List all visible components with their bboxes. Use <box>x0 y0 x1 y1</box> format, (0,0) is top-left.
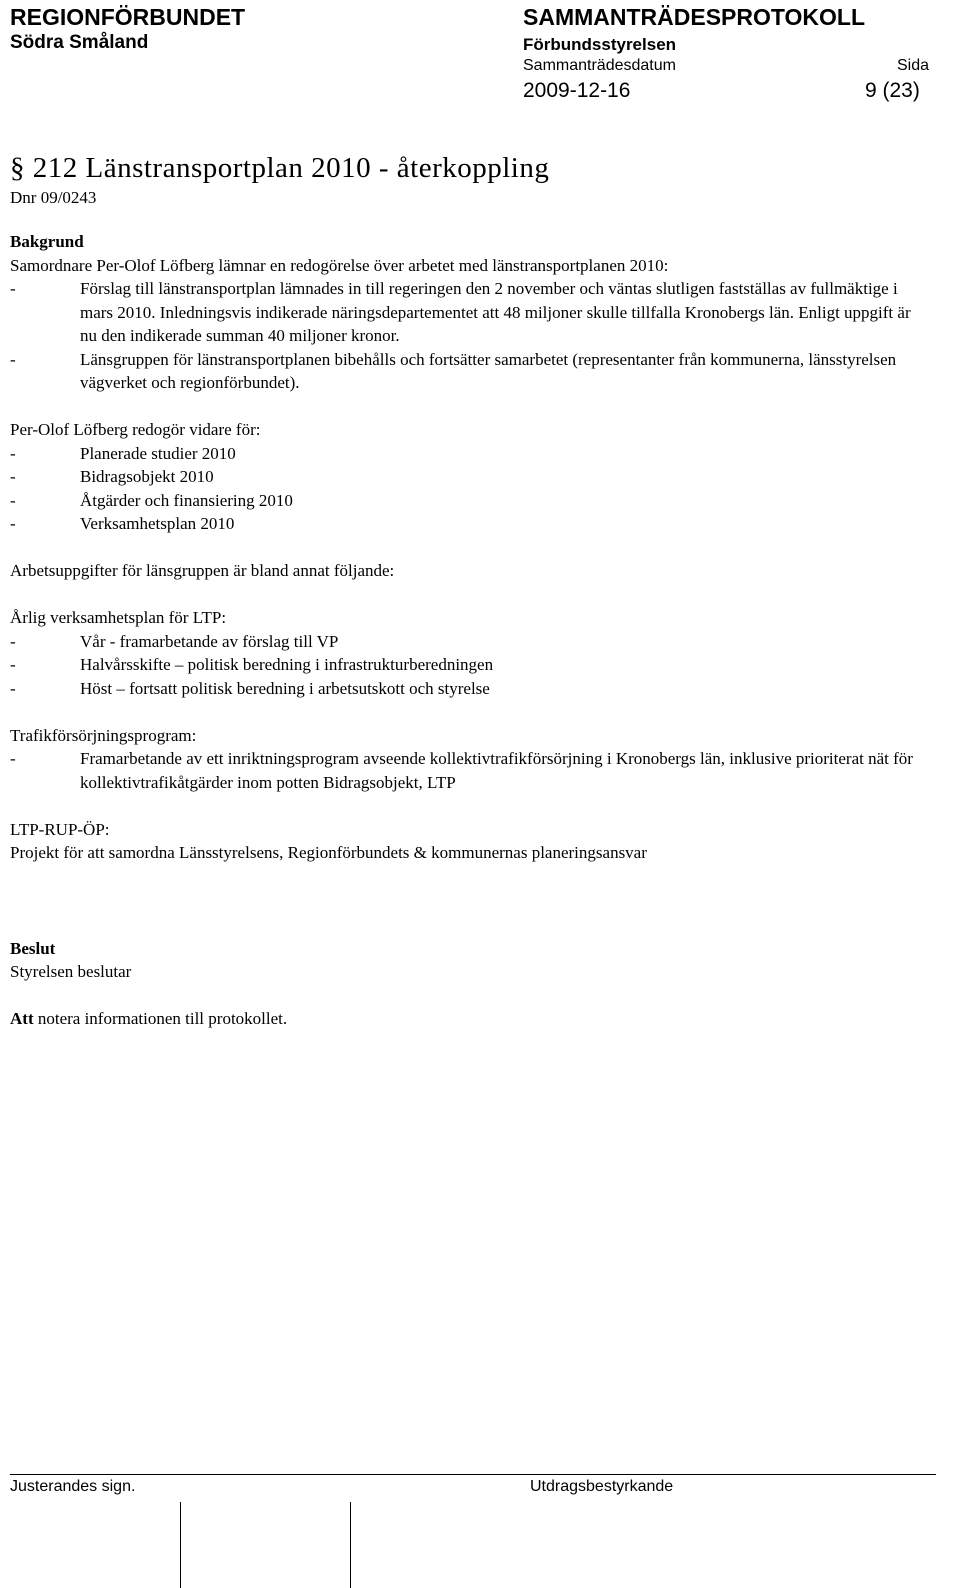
beslut-heading: Beslut <box>10 938 56 958</box>
section-sign: § <box>10 152 25 184</box>
list-item-text: Bidragsobjekt 2010 <box>80 467 214 486</box>
list-item <box>10 348 930 395</box>
bullet-dash: - <box>10 655 16 674</box>
beslut-text: Styrelsen beslutar <box>10 962 132 981</box>
bullet-dash: - <box>10 490 16 510</box>
tasks-intro: Arbetsuppgifter för länsgruppen är bland annat följande: <box>10 561 395 580</box>
list-item <box>10 653 930 677</box>
bullet-dash: - <box>10 467 16 486</box>
list-item-text: Förslag till länstransportplan lämnades in till regeringen den 2 november och väntas slutligen fastställas av fullmäktige i mars 2010. Inledningsvis indikerade näringsdepartementet att 48 miljoner skulle tillfalla Kronobergs län. Enligt uppgift är nu den indikerade summan 40 miljoner kronor. <box>80 279 911 345</box>
page-label: Sida <box>897 57 930 74</box>
justerandes-sign-label: Justerandes sign. <box>10 1478 136 1495</box>
list-item-text: Verksamhetsplan 2010 <box>80 514 235 533</box>
list-item <box>10 677 930 701</box>
bakgrund-heading: Bakgrund <box>10 232 84 251</box>
rup-heading: LTP-RUP-ÖP: <box>10 819 110 839</box>
bullet-dash: - <box>10 279 16 298</box>
list-item <box>10 747 930 794</box>
list-item-text: Planerade studier 2010 <box>80 443 236 463</box>
utdragsbestyrkande-label: Utdragsbestyrkande <box>530 1478 674 1495</box>
org-region: Södra Småland <box>10 32 149 53</box>
date-label: Sammanträdesdatum <box>523 57 676 74</box>
list-item <box>10 489 930 513</box>
page-number: 9 (23) <box>865 79 920 102</box>
bullet-dash: - <box>10 631 16 651</box>
bullet-dash: - <box>10 514 16 533</box>
diary-number: Dnr 09/0243 <box>10 188 97 207</box>
per-olof-intro: Per-Olof Löfberg redogör vidare för: <box>10 420 261 439</box>
intro-text: Samordnare Per-Olof Löfberg lämnar en redogörelse över arbetet med länstransportplanen 2010: <box>10 255 669 275</box>
list-item <box>10 277 930 348</box>
list-item-text: Halvårsskifte – politisk beredning i infrastrukturberedningen <box>80 655 494 674</box>
signature-box-divider <box>350 1502 351 1588</box>
signature-box-divider <box>180 1502 181 1588</box>
document-body <box>10 150 930 1031</box>
trafik-heading: Trafikförsörjningsprogram: <box>10 725 197 745</box>
bullet-dash: - <box>10 443 16 463</box>
doc-type: SAMMANTRÄDESPROTOKOLL <box>523 4 866 30</box>
list-item-text: Vår - framarbetande av förslag till VP <box>80 631 339 651</box>
section-title-text: 212 Länstransportplan 2010 - återkoppling <box>32 152 550 184</box>
list-item <box>10 512 930 536</box>
bullet-dash: - <box>10 349 16 369</box>
list-item-text: Framarbetande av ett inriktningsprogram avseende kollektivtrafikförsörjning i Kronobergs län, inklusive prioriterat nät för kollektivtrafikåtgärder inom potten Bidragsobjekt, LTP <box>80 749 913 792</box>
rup-text: Projekt för att samordna Länsstyrelsens, Regionförbundets & kommunernas planeringsansvar <box>10 843 647 862</box>
list-item-text: Höst – fortsatt politisk beredning i arbetsutskott och styrelse <box>80 678 490 698</box>
bullet-dash: - <box>10 749 16 768</box>
list-item <box>10 465 930 489</box>
list-item <box>10 442 930 466</box>
ltp-heading: Årlig verksamhetsplan för LTP: <box>10 608 227 627</box>
list-item <box>10 630 930 654</box>
decision-line <box>10 1007 930 1031</box>
list-item-text: Åtgärder och finansiering 2010 <box>80 490 293 510</box>
footer-divider <box>10 1474 936 1475</box>
bullet-dash: - <box>10 678 16 698</box>
att-word: Att <box>10 1009 34 1028</box>
list-item-text: Länsgruppen för länstransportplanen bibehålls och fortsätter samarbetet (representanter från kommunerna, länsstyrelsen vägverket och regionförbundet). <box>80 349 897 392</box>
section-title <box>10 150 930 186</box>
meeting-date: 2009-12-16 <box>523 79 631 102</box>
decision-text: notera informationen till protokollet. <box>33 1009 288 1028</box>
org-name: REGIONFÖRBUNDET <box>10 4 246 30</box>
board-name: Förbundsstyrelsen <box>523 35 677 54</box>
